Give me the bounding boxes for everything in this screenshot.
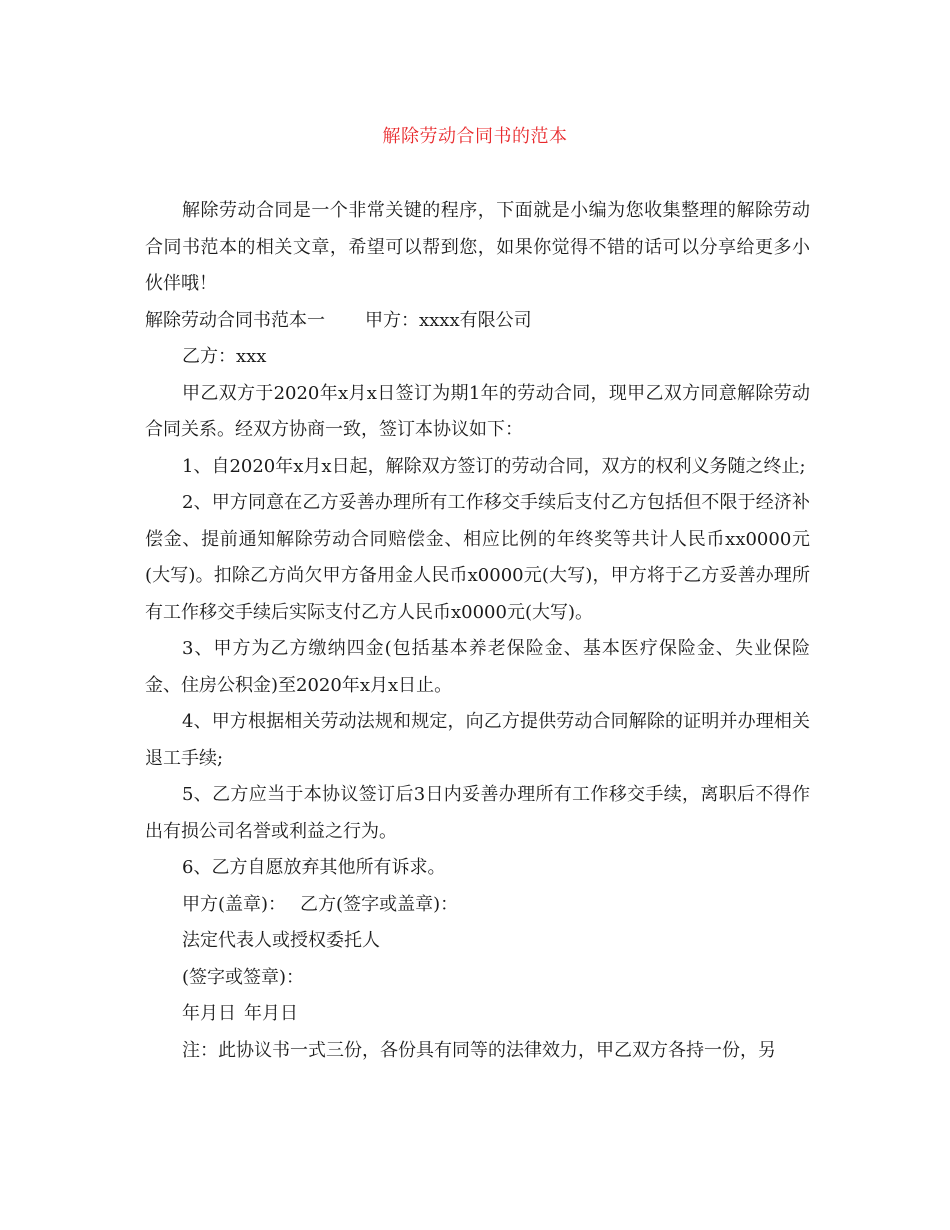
party-a-line: 甲方：xxxx有限公司 bbox=[365, 309, 532, 331]
document-title: 解除劳动合同书的范本 bbox=[382, 126, 568, 147]
clause-2: 2、甲方同意在乙方妥善办理所有工作移交手续后支付乙方包括但不限于经济补偿金、提前通知解除劳动合同赔偿金、相应比例的年终奖等共计人民币xx0000元(大写)。扣除乙方尚欠甲方备用金人民币x0000元(大写)，甲方将于乙方妥善办理所有工作移交手续后实际支付乙方人民币x0000元(大写)。 bbox=[145, 492, 810, 623]
clause-3: 3、甲方为乙方缴纳四金(包括基本养老保险金、基本医疗保险金、失业保险金、住房公积金)至2020年x月x日止。 bbox=[145, 638, 810, 696]
sign-or-stamp-line: (签字或签章)： bbox=[182, 966, 305, 988]
party-b-sign-label: 乙方(签字或盖章)： bbox=[300, 893, 459, 915]
intro-paragraph: 解除劳动合同是一个非常关键的程序，下面就是小编为您收集整理的解除劳动合同书范本的相关文章，希望可以帮到您，如果你觉得不错的话可以分享给更多小伙伴哦！ bbox=[145, 200, 810, 294]
note-paragraph: 注：此协议书一式三份，各份具有同等的法律效力，甲乙双方各持一份，另 bbox=[182, 1039, 776, 1061]
representative-line: 法定代表人或授权委托人 bbox=[182, 930, 380, 951]
document-body bbox=[145, 193, 810, 1069]
party-b-line: 乙方：xxx bbox=[182, 346, 267, 367]
clause-6: 6、乙方自愿放弃其他所有诉求。 bbox=[182, 857, 446, 878]
clause-5: 5、乙方应当于本协议签订后3日内妥善办理所有工作移交手续，离职后不得作出有损公司名誉或利益之行为。 bbox=[145, 784, 810, 842]
clause-4: 4、甲方根据相关劳动法规和规定，向乙方提供劳动合同解除的证明并办理相关退工手续; bbox=[145, 711, 810, 769]
party-a-seal-label: 甲方(盖章)： bbox=[182, 893, 287, 915]
signature-line bbox=[145, 887, 810, 924]
clause-1: 1、自2020年x月x日起，解除双方签订的劳动合同，双方的权利义务随之终止; bbox=[182, 455, 806, 477]
date-line bbox=[145, 996, 810, 1033]
sample-heading: 解除劳动合同书范本一 bbox=[145, 309, 325, 331]
date-a: 年月日 bbox=[182, 1003, 236, 1024]
preamble-paragraph: 甲乙双方于2020年x月x日签订为期1年的劳动合同，现甲乙双方同意解除劳动合同关系。经双方协商一致，签订本协议如下： bbox=[145, 382, 810, 440]
sample-heading-line bbox=[145, 303, 810, 340]
date-b: 年月日 bbox=[244, 1003, 298, 1024]
